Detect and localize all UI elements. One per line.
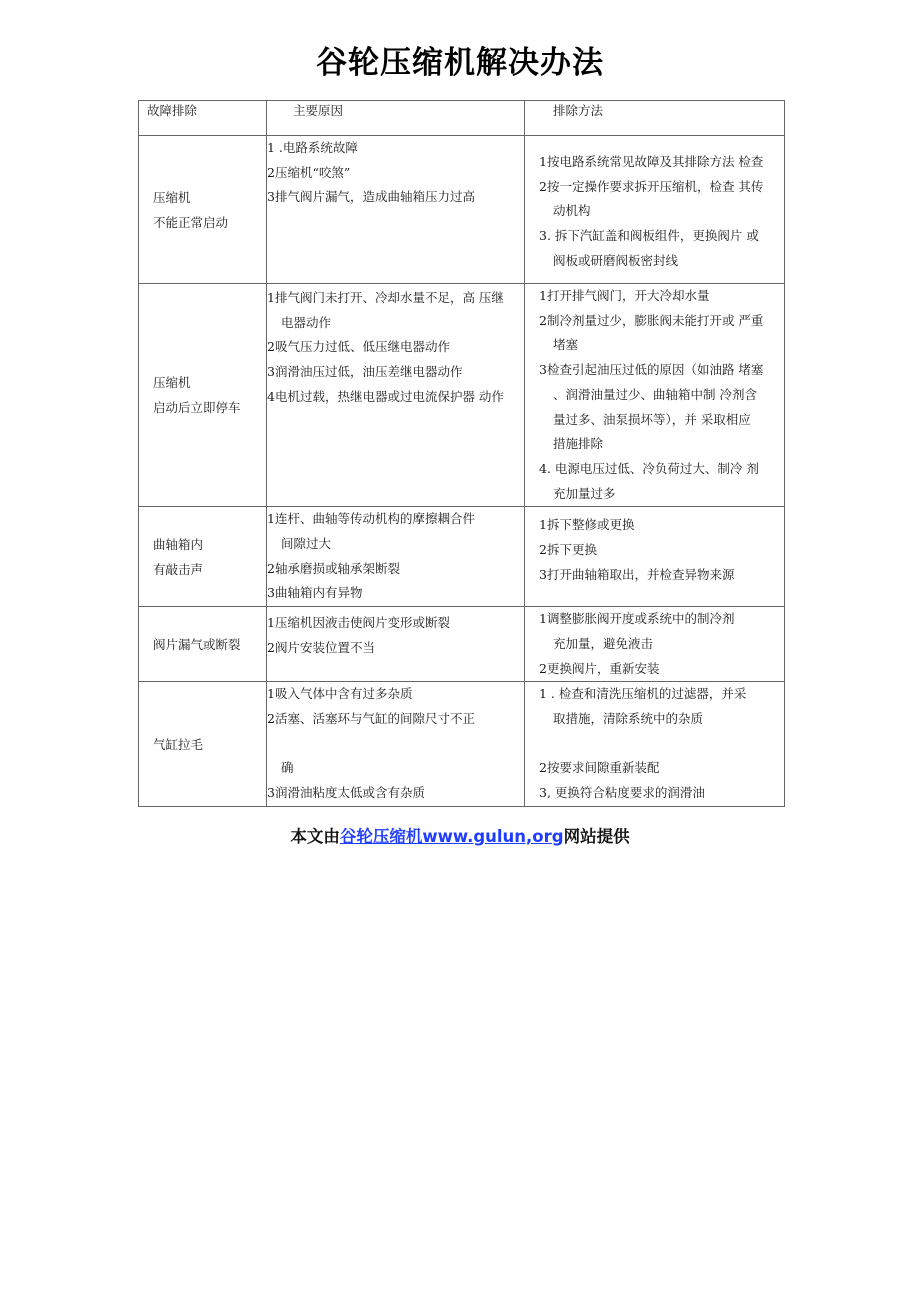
cause-cell — [267, 682, 525, 807]
fault-line: 压缩机 — [153, 189, 191, 205]
remedy-line: 1 . 检查和清洗压缩机的过滤器，并采 — [539, 686, 747, 702]
footer-prefix: 本文由 — [290, 827, 340, 846]
cause-line: 2吸气压力过低、低压继电器动作 — [267, 339, 450, 355]
remedy-line: 阀板或研磨阀板密封线 — [553, 252, 679, 268]
website-link[interactable]: 谷轮压缩机www.gulun,org — [339, 827, 564, 846]
cause-cell — [267, 136, 525, 284]
cause-line: 间隙过大 — [281, 536, 332, 552]
cause-line: 2阀片安装位置不当 — [267, 639, 375, 655]
fault-line: 启动后立即停车 — [153, 400, 241, 416]
remedy-line: 1打开排气阀门，开大冷却水量 — [539, 288, 710, 303]
cause-line: 3排气阀片漏气，造成曲轴箱压力过高 — [267, 189, 475, 205]
table-row — [139, 507, 785, 607]
fault-line: 曲轴箱内 — [153, 536, 204, 552]
table-row — [139, 607, 785, 682]
remedy-line: 充加量，避免液击 — [553, 635, 654, 651]
fault-line: 不能正常启动 — [153, 214, 229, 230]
table-row — [139, 136, 785, 284]
remedy-line: 动机构 — [553, 203, 591, 219]
remedy-line: 充加量过多 — [553, 485, 616, 501]
remedy-line: 1按电路系统常见故障及其排除方法 检查 — [539, 154, 764, 169]
remedy-line: 3. 拆下汽缸盖和阀板组件，更换阀片 或 — [539, 228, 759, 244]
header-cause: 主要原因 — [267, 101, 525, 136]
remedy-cell — [525, 607, 785, 682]
cause-line: 3润滑油粘度太低或含有杂质 — [267, 785, 425, 801]
header-fault: 故障排除 — [139, 101, 267, 136]
table-row — [139, 682, 785, 807]
cause-line: 2压缩机“咬煞” — [267, 164, 351, 180]
cause-line: 1吸入气体中含有过多杂质 — [267, 686, 413, 702]
remedy-line: 3, 更换符合粘度要求的润滑油 — [539, 785, 705, 801]
fault-cell — [139, 682, 267, 807]
table-row — [139, 284, 785, 507]
remedy-line: 2拆下更换 — [539, 542, 597, 558]
remedy-cell — [525, 136, 785, 284]
fault-cell — [139, 607, 267, 682]
cause-line: 1 .电路系统故障 — [267, 140, 358, 155]
fault-line: 压缩机 — [153, 375, 191, 391]
remedy-line: 3打开曲轴箱取出，并检查异物来源 — [539, 566, 735, 582]
cause-line: 3润滑油压过低，油压差继电器动作 — [267, 364, 463, 380]
remedy-line: 量过多、油泵损坏等），并 采取相应 — [553, 411, 751, 427]
remedy-line: 2更换阀片，重新安装 — [539, 660, 660, 676]
remedy-cell — [525, 284, 785, 507]
cause-cell — [267, 607, 525, 682]
cause-line: 4电机过载，热继电器或过电流保护器 动作 — [267, 388, 504, 404]
cause-line: 1压缩机因液击使阀片变形或断裂 — [267, 615, 450, 631]
remedy-line: 堵塞 — [553, 337, 579, 353]
footer-credit — [0, 823, 920, 847]
cause-cell — [267, 284, 525, 507]
cause-line: 1排气阀门未打开、冷却水量不足，高 压继 — [267, 290, 504, 305]
remedy-line: 取措施，清除系统中的杂质 — [553, 710, 704, 726]
remedy-line: 2制冷剂量过少，膨胀阀未能打开或 严重 — [539, 312, 764, 328]
cause-line: 确 — [281, 760, 294, 776]
remedy-cell — [525, 507, 785, 607]
fault-line: 气缸拉毛 — [153, 736, 204, 752]
remedy-line: 4. 电源电压过低、冷负荷过大、制冷 剂 — [539, 460, 759, 476]
cause-line: 电器动作 — [281, 314, 332, 330]
cause-spacer — [267, 732, 524, 757]
remedy-line: 2按要求间隙重新装配 — [539, 760, 660, 776]
header-remedy: 排除方法 — [525, 101, 785, 136]
fault-cell — [139, 284, 267, 507]
remedy-line: 1调整膨胀阀开度或系统中的制冷剂 — [539, 611, 735, 627]
fault-line: 阀片漏气或断裂 — [153, 636, 241, 652]
remedy-line: 1拆下整修或更换 — [539, 517, 635, 533]
remedy-line: 2按一定操作要求拆开压缩机，检查 其传 — [539, 178, 764, 194]
cause-line: 2轴承磨损或轴承架断裂 — [267, 560, 400, 576]
fault-cell — [139, 136, 267, 284]
remedy-spacer — [539, 732, 784, 757]
fault-cell — [139, 507, 267, 607]
cause-line: 1连杆、曲轴等传动机构的摩擦耦合件 — [267, 511, 475, 527]
remedy-line: 、润滑油量过少、曲轴箱中制 冷剂含 — [553, 386, 757, 402]
remedy-line: 措施排除 — [553, 436, 604, 452]
fault-line: 有敲击声 — [153, 561, 204, 577]
cause-line: 2活塞、活塞环与气缸的间隙尺寸不正 — [267, 710, 475, 726]
remedy-line: 3检查引起油压过低的原因（如油路 堵塞 — [539, 362, 764, 378]
remedy-cell — [525, 682, 785, 807]
footer-suffix: 网站提供 — [563, 827, 630, 846]
cause-cell — [267, 507, 525, 607]
table-header-row — [139, 101, 785, 136]
troubleshooting-table — [138, 100, 785, 807]
page-title: 谷轮压缩机解决办法 — [316, 45, 604, 81]
cause-line: 3曲轴箱内有异物 — [267, 585, 363, 601]
